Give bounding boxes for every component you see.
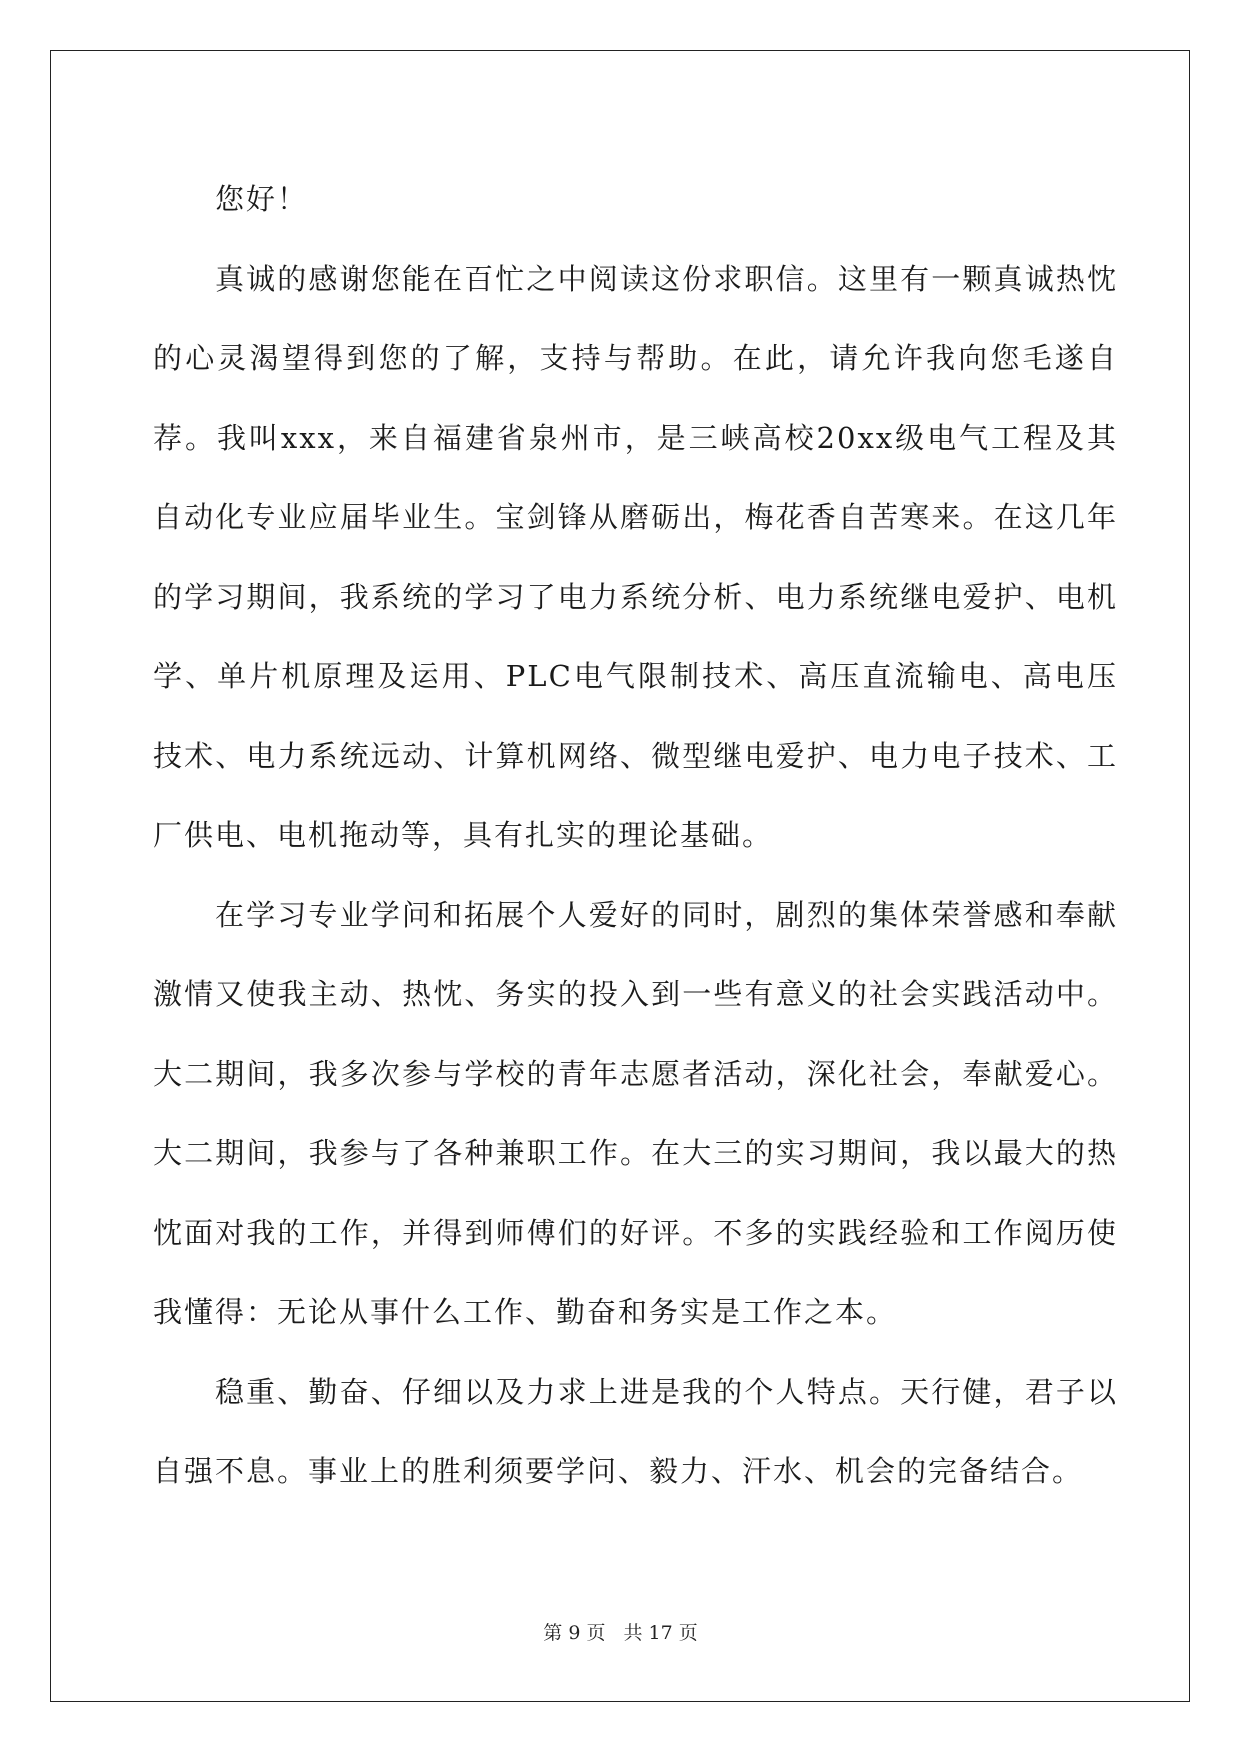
body-paragraph: 在学习专业学问和拓展个人爱好的同时，剧烈的集体荣誉感和奉献激情又使我主动、热忱、务实的投入到一些有意义的社会实践活动中。大二期间，我多次参与学校的青年志愿者活动，深化社会，奉献爱心。大二期间，我参与了各种兼职工作。在大三的实习期间，我以最大的热忱面对我的工作，并得到师傅们的好评。不多的实践经验和工作阅历使我懂得：无论从事什么工作、勤奋和务实是工作之本。 [153,897,1118,1329]
body-paragraph: 稳重、勤奋、仔细以及力求上进是我的个人特点。天行健，君子以自强不息。事业上的胜利须要学问、毅力、汗水、机会的完备结合。 [153,1374,1118,1488]
page-total: 共 17 页 [623,1622,698,1644]
page-footer [0,1618,1241,1645]
document-body [153,160,1118,1512]
page-number: 第 9 页 [543,1622,606,1644]
body-paragraph: 真诚的感谢您能在百忙之中阅读这份求职信。这里有一颗真诚热忱的心灵渴望得到您的了解，支持与帮助。在此，请允许我向您毛遂自荐。我叫xxx，来自福建省泉州市，是三峡高校20xx级电气工程及其自动化专业应届毕业生。宝剑锋从磨砺出，梅花香自苦寒来。在这几年的学习期间，我系统的学习了电力系统分析、电力系统继电爱护、电机学、单片机原理及运用、PLC电气限制技术、高压直流输电、高电压技术、电力系统远动、计算机网络、微型继电爱护、电力电子技术、工厂供电、电机拖动等，具有扎实的理论基础。 [153,261,1118,852]
greeting-paragraph: 您好！ [215,182,309,216]
